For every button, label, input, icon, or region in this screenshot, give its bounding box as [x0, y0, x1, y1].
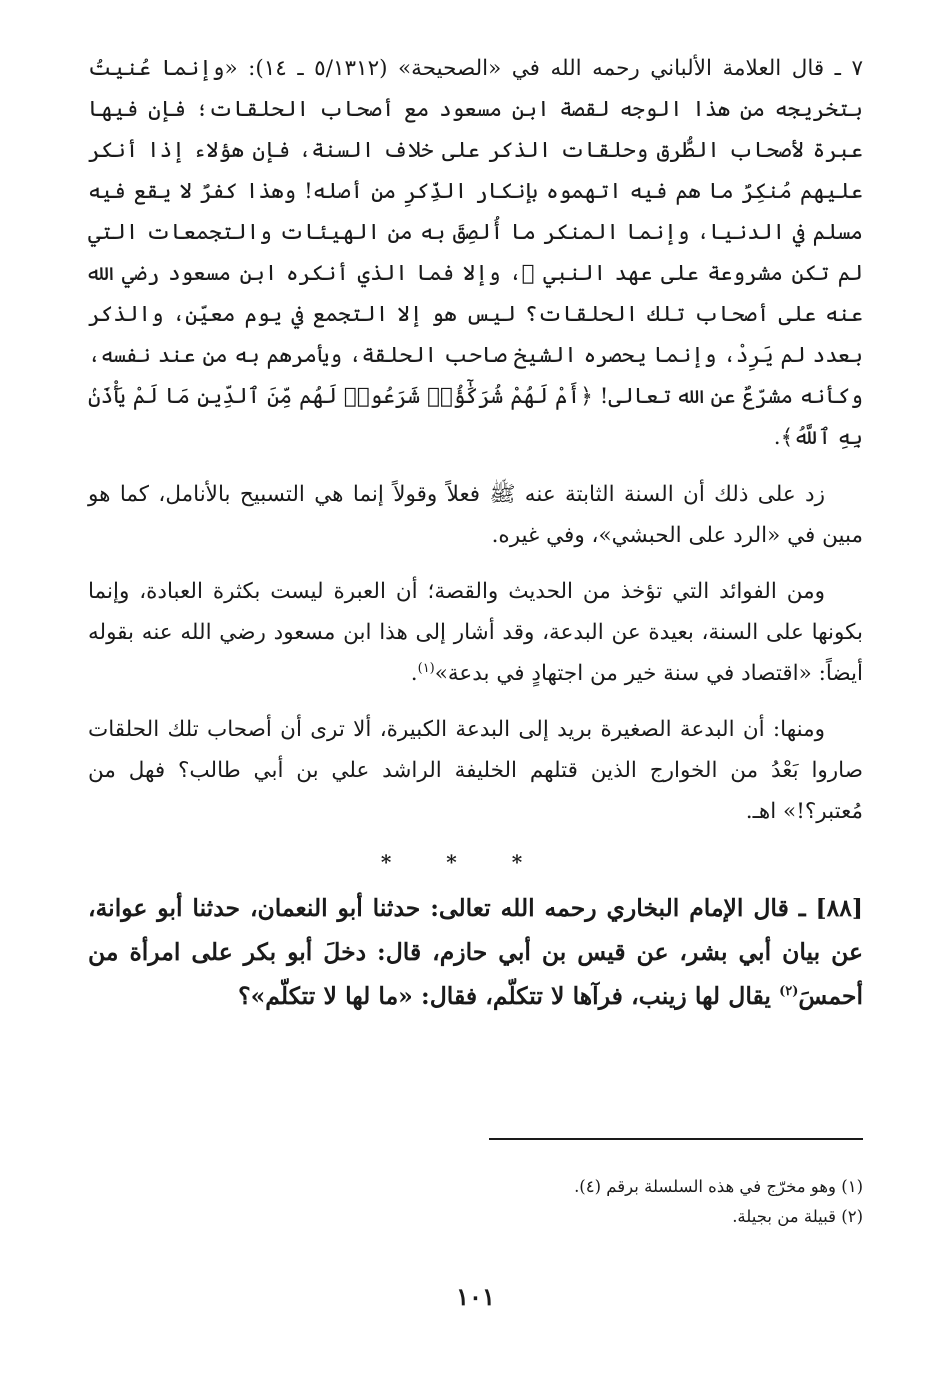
footnotes	[88, 1172, 863, 1232]
footnote-marker-1: (١)	[417, 660, 435, 676]
section-separator: * * *	[380, 850, 547, 874]
hadith-text-part1: [٨٨] ـ قال الإمام البخاري رحمه الله تعالى: حدثنا أبو النعمان، حدثنا أبو عوانة، عن بيان أبي بشر، عن قيس بن أبي حازم، قال: دخلَ أبو بكر على امرأة من أحمسَ	[88, 894, 863, 1010]
hadith-text-part2: يقال لها زينب، فرآها لا تتكلّم، فقال: «ما لها لا تتكلّم»؟	[238, 982, 780, 1010]
paragraph-albani-quote: ٧ ـ قال العلامة الألباني رحمه الله في «الصحيحة» (٥/١٣١٢ ـ ١٤): «وإنما عُنيتُ بتخريجه من هذا الوجه لقصة ابن مسعود مع أصحاب الحلقات؛ فإن فيها عبرة لأصحاب الطُّرق وحلقات الذكر على خلاف السنة، فإن هؤلاء إذا أنكر عليهم مُنكِرٌ ما هم فيه اتهموه بإنكار الذِّكرِ من أصله! وهذا كفرٌ لا يقع فيه مسلم في الدنيا، وإنما المنكر ما أُلصِقَ به من الهيئات والتجمعات التي لم تكن مشروعة على عهد النبي ﷺ، وإلا فما الذي أنكره ابن مسعود رضي الله عنه على أصحاب تلك الحلقات؟ ليس هو إلا التجمع في يوم معيّن، والذكر بعدد لم يَرِدْ، وإنما يحصره الشيخ صاحب الحلقة، ويأمرهم به من عند نفسه، وكأنه مشرّعٌ عن الله تعالى! ﴿أَمْ لَهُمْ شُرَكَٰٓؤُا۟ شَرَعُوا۟ لَهُم مِّنَ ٱلدِّينِ مَا لَمْ يَأْذَنۢ بِهِ ٱللَّهُ﴾.	[88, 56, 864, 450]
paragraph-benefits-end: .	[410, 661, 418, 686]
hadith-text	[88, 886, 863, 1018]
paragraph-benefits	[88, 571, 863, 694]
footnote-2: (٢) قبيلة من بجيلة.	[732, 1207, 863, 1226]
paragraph-benefits-text: ومن الفوائد التي تؤخذ من الحديث والقصة؛ أن العبرة ليست بكثرة العبادة، وإنما بكونها على السنة، بعيدة عن البدعة، وقد أشار إلى هذا ابن مسعود رضي الله عنه بقوله أيضاً: «اقتصاد في سنة خير من اجتهادٍ في بدعة»	[88, 579, 863, 686]
page-body	[88, 48, 863, 1018]
footnote-1: (١) وهو مخرّج في هذه السلسلة برقم (٤).	[574, 1177, 863, 1196]
footnote-marker-2: (٢)	[779, 984, 799, 1000]
page-number: ١٠١	[456, 1282, 495, 1311]
paragraph-sunnah-tasbih: زد على ذلك أن السنة الثابتة عنه ﷺ فعلاً وقولاً إنما هي التسبيح بالأنامل، كما هو مبين في «الرد على الحبشي»، وفي غيره.	[88, 482, 863, 548]
paragraph-small-bidah: ومنها: أن البدعة الصغيرة بريد إلى البدعة الكبيرة، ألا ترى أن أصحاب تلك الحلقات صاروا بَعْدُ من الخوارج الذين قتلهم الخليفة الراشد علي بن أبي طالب؟ فهل من مُعتبر؟!» اهـ.	[88, 717, 863, 824]
footnote-divider	[489, 1138, 863, 1140]
